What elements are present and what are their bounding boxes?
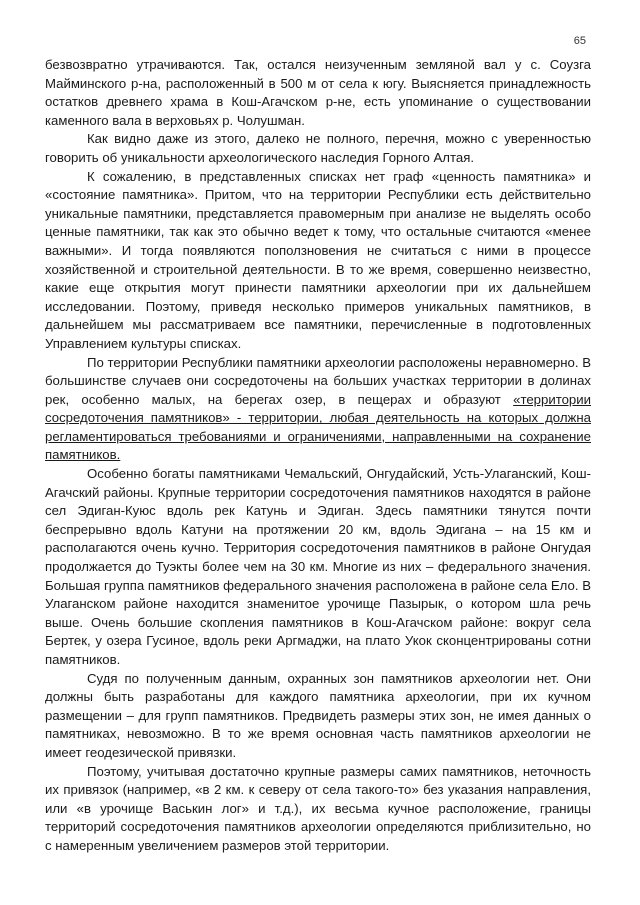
paragraph-4 — [45, 354, 591, 466]
paragraph-2: Как видно даже из этого, далеко не полного, перечня, можно с уверенностью говорить об уникальности археологического наследия Горного Алтая. — [45, 131, 591, 165]
paragraph-6: Судя по полученным данным, охранных зон памятников археологии нет. Они должны быть разработаны для каждого памятника археологии, при их кучном размещении – для групп памятников. Предвидеть размеры этих зон, не имея данных о памятниках, невозможно. В то же время основная часть памятников археологии не имеет геодезической привязки. — [45, 670, 591, 760]
document-body — [45, 56, 591, 856]
paragraph-4-text: По территории Республики памятники археологии расположены неравномерно. В большинстве случаев они сосредоточены на больших участках территории в долинах рек, особенно малых, на берегах озер, в пещерах и образуют — [45, 354, 591, 407]
paragraph-3: К сожалению, в представленных списках нет граф «ценность памятника» и «состояние памятника». Притом, что на территории Республики есть действительно уникальные памятники, представляется правомерным при анализе не выделять особо ценные памятники, так как это обычно ведет к тому, что остальные считаются «менее важными». И тогда появляются поползновения не считаться с ними в процессе хозяйственной и строительной деятельности. В то же время, совершенно неизвестно, какие еще открытия могут принести памятники археологии при их дальнейшем исследовании. Поэтому, приведя несколько примеров уникальных памятников, в дальнейшем мы рассматриваем все памятники, перечисленные в подготовленных Управлением культуры списках. — [45, 168, 591, 351]
paragraph-7: Поэтому, учитывая достаточно крупные размеры самих памятников, неточность их привязок (например, «в 2 км. к северу от села такого-то» без указания направления, или «в урочище Васькин лог» и т.д.), их весьма кучное расположение, границы территорий сосредоточения памятников археологии определяются приблизительно, но с намеренным увеличением размеров этой территории. — [45, 763, 591, 853]
paragraph-5: Особенно богаты памятниками Чемальский, Онгудайский, Усть-Улаганский, Кош-Агачский районы. Крупные территории сосредоточения памятников находятся в районе сел Эдиган-Куюс вдоль рек Катунь и Эдиган. Здесь памятники тянутся почти беспрерывно вдоль Катуни на протяжении 20 км, вдоль Эдигана – на 15 км и располагаются очень кучно. Территория сосредоточения памятников в районе Онгудая продолжается до Туэкты более чем на 30 км. Многие из них – федерального значения. Большая группа памятников федерального значения расположена в районе села Ело. В Улаганском районе находится знаменитое урочище Пазырык, о котором шла речь выше. Очень большие скопления памятников в Кош-Агачском районе: вокруг села Бертек, у озера Гусиное, вдоль реки Аргмаджи, на плато Укок сконцентрированы сотни памятников. — [45, 466, 591, 667]
page-number: 65 — [573, 35, 586, 47]
paragraph-1: безвозвратно утрачиваются. Так, остался неизученным земляной вал у с. Соузга Майминского р-на, расположенный в 500 м от села к югу. Выясняется принадлежность остатков древнего храма в Кош-Агачском р-не, есть упоминание о существовании каменного вала в верховьях р. Чолушман. — [45, 57, 591, 128]
paragraph-4-underlined-text: «территории сосредоточения памятников» - территории, любая деятельность на которых должна регламентироваться требованиями и ограничениями, направленными на сохранение памятников. — [45, 391, 591, 463]
